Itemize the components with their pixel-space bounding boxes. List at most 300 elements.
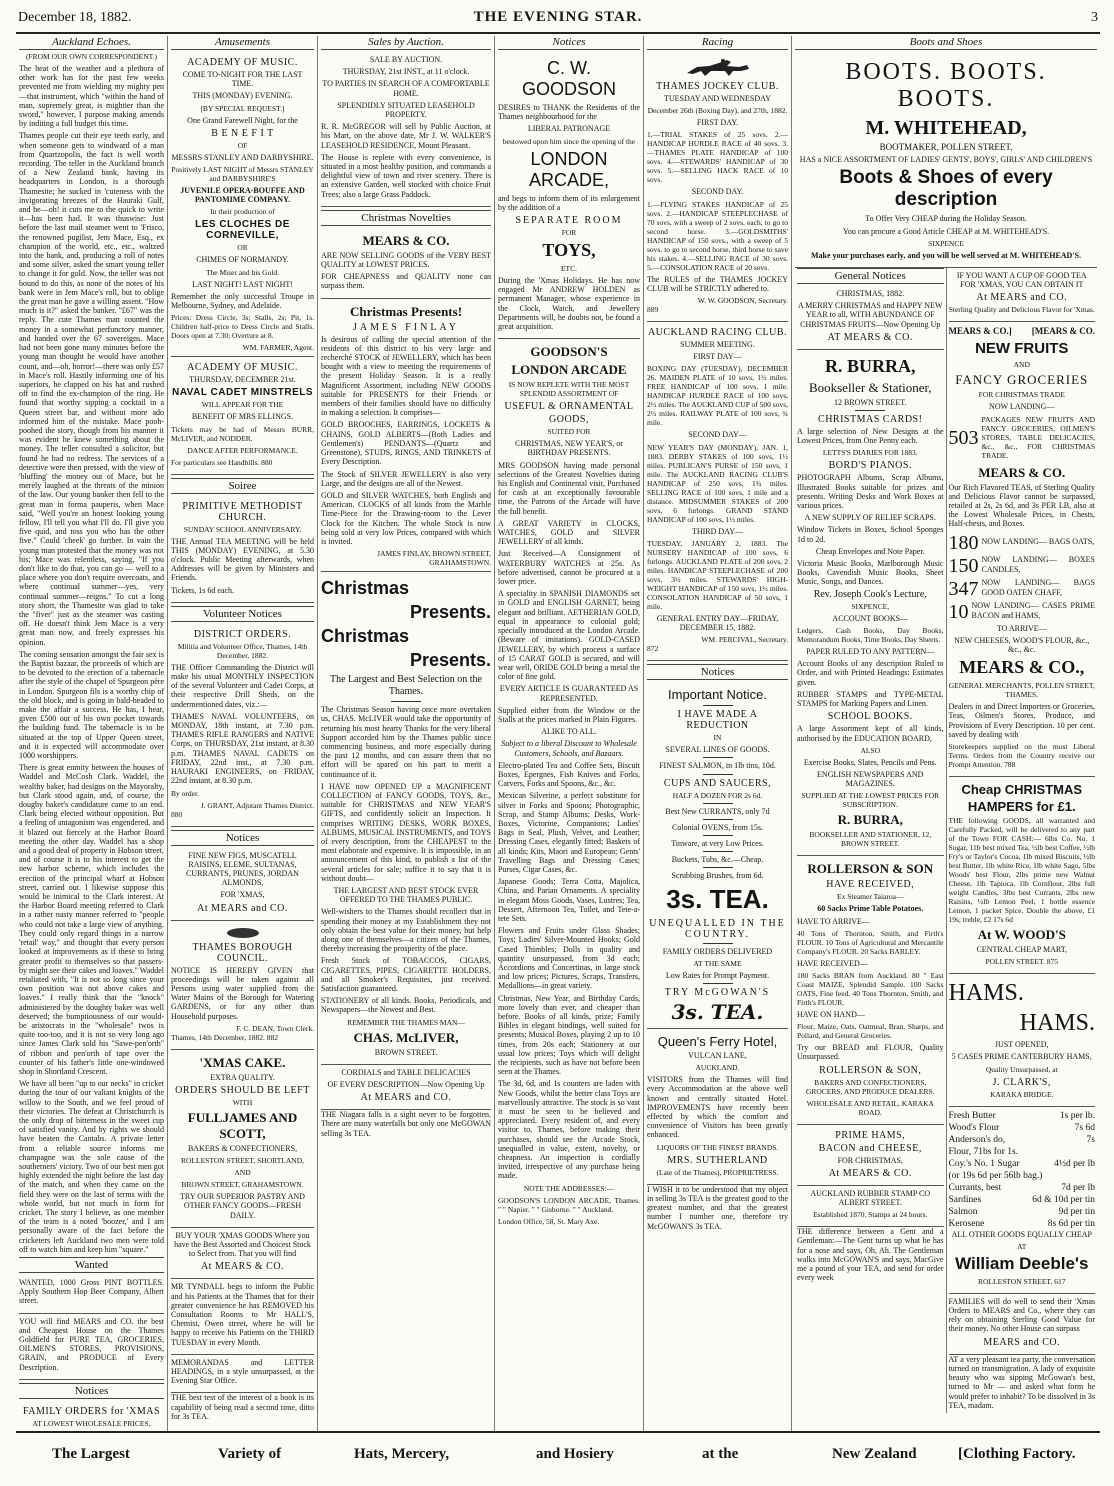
ad-line: MEARS & CO.] <box>948 326 1012 337</box>
ad-line: FOR 'XMAS, <box>220 890 265 900</box>
price-row <box>949 1194 1096 1206</box>
ad-line: HALF A DOZEN FOR 2s 6d. <box>672 790 763 800</box>
ad-wanted-bottles: WANTED, 1000 Gross PINT BOTTLES. Apply Southern Hop Beer Company, Albert street. <box>19 1278 164 1306</box>
crest-icon <box>223 926 263 940</box>
ad-advertiser: JAMES FINLAY <box>353 321 459 333</box>
ad-body: Fresh Stock of TOBACCOS, CIGARS, CIGARETTES, PIPES, CIGARETTE HOLDERS, and all Smoker's Requisites, just received. Satisfaction guaranteed. <box>321 956 491 994</box>
ad-line: LAST NIGHT! LAST NIGHT! <box>192 279 293 289</box>
ad-line: USEFUL & ORNAMENTAL <box>504 401 634 413</box>
footer-word: at the <box>702 1446 739 1462</box>
ad-line: HAS a NICE ASSORTMENT OF LADIES' GENTS', BOYS', GIRLS' AND CHILDREN'S <box>799 155 1093 165</box>
ad-line: To Offer Very CHEAP during the Holiday Season. <box>865 214 1027 224</box>
ad-line: Low Rates for Prompt Payment. <box>665 970 770 980</box>
ad-line: Tickets, 1s 6d each. <box>171 585 235 595</box>
ad-burra <box>797 350 944 856</box>
ad-line: SIXPENCE, <box>851 601 890 611</box>
page-number: 3 <box>1091 10 1098 25</box>
ad-line: BAKERS & CONFECTIONERS, <box>187 1143 298 1153</box>
ad-line: POLLEN STREET. 875 <box>985 957 1059 967</box>
price-item: Fresh Butter <box>948 1110 996 1121</box>
ad-line: London Office, 58, St. Mary Axe. <box>498 1216 600 1226</box>
article-paragraph: There is great enmity between the houses of Waddel and McCosh Clark. Waddel, the wealthy baker, had designs on the Mayoralty, but Clark stood again, and, of course, the doughy baker's candidature came to an end. Clark being elected without opposition. But a feeling of antagonism was engendered, and it blazed out fiercely at the Harbor Board meeting the other day. Waddel has a shop and a good deal of property in Hobson street, and of course it is to his interest to get the new harbor scheme, which includes the erection of the principal wharf at Hobson street, carried out. I likewise suppose this would be inimical to the Clark interest. At the Harbor Board meeting referred to Clark in a rather nasty manner referred to "people who could not take a large view of anything. They could only regard things in a narrow 'retail' way," and thought that every person looked at improvements as if these to bring greater profit to themselves so that passers-by might see their cakes and loaves." Waddel retaliated with, "It is not so long since your own position was not above cakes and loaves." I really think that the "knock" administered by the doughty baker was well deserved; the bumptiousness of our would-be aristocrats in the "wholesale" twos is quite too-too, and it is not so very long ago since James Clark sold his "Sawe-pen'orth" of ribbon and pen'orth of tape over the counter of his father's little one-windowed shop in Shortland Crescent. <box>19 763 164 1076</box>
ad-line: Prices: Dress Circle, 3s; Stalls, 2s; Pit, 1s. Children half-price to Dress Circle and Stalls. Doors open at 7.30; Overture at 8. <box>171 313 314 341</box>
ad-tyndall <box>171 1279 314 1354</box>
ad-line: Bookseller & Stationer, <box>808 379 932 395</box>
ad-line: AUCKLAND RUBBER STAMP CO ALBERT STREET. <box>810 1188 931 1207</box>
ad-advertiser: MEARS & CO. <box>978 464 1066 480</box>
ad-signature: J. GRANT, Adjutant Thames District. <box>200 800 314 810</box>
price-item: Wood's Flour <box>948 1122 1000 1133</box>
ad-body: Ledgers, Cash Books, Day Books, Memorandum Books, Time Books, Day Sheets. <box>797 626 944 645</box>
ad-line: CHRISTMAS, NEW YEAR'S, or BIRTHDAY PRESENTS. <box>515 439 623 458</box>
article-paragraph: The heat of the weather and a plethora of other work has for the past few weeks prevented me from wielding my mighty pen—that instrument, which "within the hand of man, supremely great, is mightier than the sword," however, I purpose making amends by inditing a full budget this time. <box>19 64 164 129</box>
price-list <box>949 1110 1096 1230</box>
ad-heading: Presents. <box>409 650 491 671</box>
ad-body: During the 'Xmas Holidays. He has now engaged Mr ANDREW HOLDEN as permanent Manager, whose experience in the Clock, Watch, and Jewellery Departments will, he doubts not, be found a great acquisition. <box>498 276 640 332</box>
general-notices-left <box>795 268 946 1413</box>
ad-mcgowan-wish: I WISH it to be understood that my object in selling 3s TEA is the greatest good to the greatest number, and that the greatest number I number one, therefore try McGOWAN'S 3s TEA. <box>647 1184 788 1231</box>
ad-line: MESSRS STANLEY AND DARBYSHIRE. <box>171 152 314 162</box>
ad-line: THURSDAY, 21st INST., at 11 o'clock. <box>342 67 470 77</box>
ad-mears-tea-cup <box>949 268 1096 322</box>
ad-body: A large Assortment kept of all kinds, authorised by the EDUCATION BOARD, <box>797 724 944 743</box>
footer-word: New Zealand <box>832 1446 917 1462</box>
ad-line: 5 CASES PRIME CANTERBURY HAMS, <box>951 1052 1092 1062</box>
article-paragraph: We have all been "up to our necks" in cricket during the tour of our valiant knights of the willow to the South, and we feel proud of their victories. The defeat at Christchurch is the only drop of bitterness in the sweet cup of satisfied vanity. And by rights we should have beaten the Cantabs. A private letter from a reliable source informs me champagne was the sole cause of the southerners' victory. Two of our best men got highly extended the night before the last day of the match, and when they came on the field they were on the last of terms with the whole world, but not much in form for cricket. The story I believe, as one member of the team is a noted 'boozer,' and I am personally aware of the fact before the cricketers left Auckland two men were told off to watch him and keep him "square." <box>19 1079 164 1254</box>
ad-academy-of-music <box>171 52 314 357</box>
ad-line: UNEQUALLED IN THE COUNTRY. <box>649 917 786 940</box>
racehorse-icon <box>683 57 753 79</box>
ad-primitive-methodist <box>171 496 314 603</box>
ad-wood-hampers <box>949 777 1096 974</box>
ad-line: BENEFIT OF MRS ELLINGS. <box>191 412 294 422</box>
ad-line: Sterling Quality and Delicious Flavor for 'Xmas. <box>948 305 1095 315</box>
ad-goodson <box>498 52 640 339</box>
ad-line: SEPARATE ROOM <box>515 215 623 227</box>
ad-heading: Queen's Ferry Hotel, <box>657 1034 778 1050</box>
ad-advertiser: C. W. GOODSON <box>521 58 616 99</box>
ad-advertiser: R. BURRA, <box>824 355 916 376</box>
ad-heading: TOYS, <box>542 240 596 261</box>
ad-line: FINEST SALMON, in 1lb tins, 10d. <box>659 761 776 771</box>
ad-line: PRIME HAMS, <box>835 1129 906 1141</box>
ad-deeble-prices <box>949 1107 1096 1294</box>
ad-body: STATIONERY of all kinds. Books, Periodicals, and Newspapers—the Newest and Best. <box>321 996 491 1015</box>
ad-line: AT <box>1017 1241 1027 1251</box>
ad-line: SUMMER MEETING. <box>680 340 755 350</box>
masthead <box>16 8 1100 34</box>
ad-line: ACCOUNT BOOKS— <box>832 613 909 623</box>
ad-mears-christmas <box>797 286 944 350</box>
ad-heading: THAMES BOROUGH COUNCIL. <box>192 941 293 964</box>
column-heading: Auckland Echoes. <box>19 36 164 50</box>
ad-body: Storekeepers supplied on the most Liberal Terms. Orders from the Country receive our Prompt Attention. 788 <box>948 742 1095 770</box>
ad-memoranda <box>171 1355 314 1394</box>
ad-line: Tinware, at very Low Prices. <box>671 839 764 849</box>
ad-line: JUVENILE OPERA-BOUFFE AND PANTOMIME COMPANY. <box>180 186 305 205</box>
ad-line: Quality Unsurpassed, at <box>985 1064 1058 1074</box>
ad-line: GENERAL MERCHANTS, POLLEN STREET, THAMES. <box>948 681 1095 700</box>
ad-tea-party: AT a very pleasant tea party, the conversation turned on transmigration. A lady of exquisite beauty who was sipping McGowan's best, turned to Mr — and asked what form he would prefer to inhabit? To be dissolved in 3s TEA, madam. <box>948 1354 1095 1410</box>
ad-line: 60 Sacks Prime Table Potatoes. <box>817 904 924 914</box>
ad-body: RUBBER STAMPS and TYPE-METAL STAMPS for Marking Papers and Linen. <box>797 689 944 709</box>
ad-body: MR TYNDALL begs to inform the Public and his Patients at the Thames that for their greater convenience he has REMOVED his Consultation Rooms to Mr HALL'S, Chemist, Owen street, where he will be happy to receive his Patients on the THIRD TUESDAY in every Month. <box>171 1282 314 1347</box>
newspaper-title: THE EVENING STAR. <box>473 9 643 25</box>
price-row <box>949 1182 1096 1194</box>
ad-line: IS NOW REPLETE WITH THE MOST SPLENDID ASSORTMENT OF <box>508 380 630 399</box>
ad-line: ALIKE TO ALL. <box>541 727 597 737</box>
ad-line: HAVE RECEIVED— <box>797 958 868 968</box>
ad-number: 872 <box>647 644 659 654</box>
ad-body: A speciality in SPANISH DIAMONDS set in GOLD and ENGLISH GARNET, being elegant and brilliant. AETHERIAN GOLD, equal in appearance to colonial gold; specially introduced at the London Arcade. (Beware of imitations). GOLD-CASED JEWELLERY, by which process a surface of 15 CARAT GOLD is secured, and will wear well, ORIDE GOLD being a metal the color of fine gold. <box>498 589 640 682</box>
price-item: Salmon <box>948 1206 978 1217</box>
ad-line: TRY McGOWAN'S <box>664 987 771 999</box>
footer-word: [Clothing Factory. <box>958 1446 1076 1462</box>
ad-line: EVERY ARTICLE IS GUARANTEED AS REPRESENTED. <box>499 684 639 703</box>
ad-line: FOR CHRISTMAS, <box>837 1155 903 1165</box>
ad-line: One Grand Farewell Night, for the <box>187 115 298 125</box>
ad-line: Best New CURRANTS, only 7d <box>665 806 770 816</box>
ad-body: GOLD BROOCHES, EARRINGS, LOCKETS & CHAINS, GOLD ALBERTS—(Both Ladies and Gentlemen's) PENDANTS—(Quartz and Greenstone), STUDS, RINGS, AND TRINKETS of Every Description. <box>321 420 491 467</box>
ad-heading: Christmas <box>321 626 410 647</box>
ad-advertiser: At MEARS and CO. <box>360 1092 452 1104</box>
column-boots-and-shoes <box>791 36 1100 1431</box>
price-row <box>949 1218 1096 1230</box>
ad-line: December 26th (Boxing Day), and 27th, 1882. <box>647 106 788 116</box>
ad-heading: THAMES JOCKEY CLUB. <box>656 81 779 92</box>
section-heading-volunteer: Volunteer Notices <box>171 606 314 622</box>
ad-line: OF <box>237 140 248 150</box>
ad-body: Japanese Goods; Terra Cotta, Majolica, China, and Parian Ornaments. A speciality in elegant Moss Goods, Vases, Lustres; Tea, Dessert, Afternoon Tea, Toilet, and Tete-a-tete Sets. <box>498 877 640 923</box>
footer-word: and Hosiery <box>536 1446 614 1462</box>
section-heading-general-notices: General Notices <box>797 268 944 284</box>
ad-line: Try our BREAD and FLOUR, Quality Unsurpassed. <box>797 1043 944 1062</box>
ad-thames-jockey-club <box>647 52 788 322</box>
ad-niagara: THE Niagara falls is a sight never to be forgotten. There are many waterfalls but only one McGOWAN selling 3s TEA. <box>321 1110 491 1138</box>
price-row <box>949 1146 1096 1158</box>
ad-line: GENERAL ENTRY DAY—FRIDAY, DECEMBER 15, 1882. <box>656 613 779 633</box>
ad-line: HAVE TO ARRIVE— <box>797 916 870 926</box>
ad-body: The Christmas Season having once more overtaken us, CHAS. McLIVER would take the opportunity of returning his most hearty Thanks for the very liberal Support accorded him by the Thames public since commencing business, and more especially during the past 12 months, and can assure them that no effort will be spared on his part to merit a continuance of it. <box>321 705 491 779</box>
ad-heading: LONDON ARCADE, <box>528 148 609 190</box>
ad-line: IN <box>713 733 722 743</box>
ad-line: WHOLESALE AND RETAIL, KARAKA ROAD. <box>806 1098 934 1117</box>
ad-body: A GREAT VARIETY in CLOCKS, WATCHES, GOLD and SILVER JEWELLERY of all kinds. <box>498 518 640 547</box>
ad-advertiser: ROLLERSON & SON, <box>819 1064 922 1076</box>
ad-body: FAMILIES will do well to send their 'Xmas Orders to MEARS and Co., where they can rely on obtaining Sterling Good Value for their money. No other House can surpass <box>948 1296 1095 1334</box>
ad-line: NEW CHEESES, WOOD'S FLOUR, &c., &c., &c. <box>954 635 1090 655</box>
ad-auction <box>321 52 491 207</box>
ad-signature: WM. FARMER, Agent. <box>242 343 314 353</box>
ad-heading: Cheap CHRISTMAS <box>961 782 1083 798</box>
ad-whitehead <box>795 52 1097 268</box>
column-sales-by-auction <box>317 36 494 1431</box>
ad-line: Militia and Volunteer Office, Thames, 14th December, 1882. <box>177 641 308 660</box>
ad-line: BACON and CHEESE, <box>818 1142 922 1154</box>
ad-body: THE Annual TEA MEETING will be held THIS (MONDAY) EVENING, at 5.30 o'clock. Public Meeting afterwards, when Addresses will be given by Ministers and Friends. <box>171 536 314 583</box>
ad-body: MRS GOODSON having made personal selections of the Greatest Novelties during his English and Continental visit, Purchased for cash at an exceptionally favourable time, the Patrons of the Arcade will have the full benefit. <box>498 460 640 516</box>
ad-line: AUCKLAND. <box>695 1063 740 1073</box>
ad-heading: HAMPERS for £1. <box>967 799 1076 815</box>
ad-line: SECOND DAY. <box>691 187 744 197</box>
ad-mears-hams <box>797 1125 944 1186</box>
ad-goodsons-arcade <box>498 339 640 1232</box>
ad-advertiser: MEARS & CO., <box>959 657 1085 678</box>
ad-rollerson <box>797 856 944 1124</box>
ad-line: OR <box>237 243 248 253</box>
ad-line: ORDERS SHOULD BE LEFT <box>175 1084 310 1096</box>
ad-line: LIBERAL PATRONAGE <box>527 124 611 134</box>
ad-line: BROWN STREET. <box>374 1047 438 1057</box>
ad-body: NEW YEAR'S DAY (MONDAY), JAN. 1, 1883. DERBY STAKES of 100 sovs, 1½ miles. PUBLICAN'S PURSE of 150 sovs, 1 mile. The AUCKLAND RACING CLUB'S HANDICAP of 250 sovs, 1¾ miles. SELLING RACE of 100 sovs, 1 mile and a distance. MIDSUMMER STAKES of 200 sovs, 6 furlongs. GRAND STAND HANDICAP of 100 sovs, 1½ miles. <box>647 442 788 524</box>
ad-line: Tickets may be had of Messrs BURR, McLIVER, and NODDER. <box>171 424 314 443</box>
ad-line: FOR <box>561 228 577 238</box>
ad-line: PAPER RULED TO ANY PATTERN— <box>806 647 935 657</box>
section-heading-soiree: Soiree <box>171 478 314 494</box>
ad-body: 1.—FLYING STAKES HANDICAP of 25 sovs. 2.—HANDICAP STEEPLECHASE of 70 sovs, with a sweep of 2 sovs. each, to go to second horse. 3.—GOLDSMITHS' HANDICAP of 150 sovs., with a sweep of 5 sovs. to go to second horse, third horse to save his stakes. 4.—SELLING RACE of 30 sovs. 5.—CONSOLATION RACE of 20 sovs. <box>647 199 788 272</box>
ad-mears-cordials <box>321 1065 491 1110</box>
quantity-number: 10 <box>948 600 969 623</box>
ad-advertiser: CHAS. McLIVER, <box>353 1029 459 1045</box>
ad-line: NOW LANDING— <box>989 402 1055 412</box>
ad-line: AT LOWEST WHOLESALE PRICES, <box>32 1418 151 1428</box>
ad-body: Victoria Music Books, Marlborough Music Books, Cavendish Music Books, Sheet Music, Songs, and Dances. <box>797 559 944 587</box>
ad-xmas-cake <box>171 1050 314 1228</box>
ad-body: NOTICE IS HEREBY GIVEN that proceedings will be taken against all Persons using water supplied from the Water Mains of the Borough for Watering GARDENS, or for any other than Household purposes. <box>171 965 314 1021</box>
price-row <box>949 1110 1096 1122</box>
ad-body: GOLD and SILVER WATCHES, both English and American. CLOCKS of all kinds from the Marble Time-Piece for the Drawing-room to the Lever Clock for the Kitchen. The whole Stock is now being sold at very low Prices, compared with which is invited. <box>321 490 491 546</box>
ad-body: Flour, Maize, Oats, Oatmeal, Bran, Sharps, and Pollard, and General Groceries. <box>797 1022 944 1041</box>
ad-body: Flowers and Fruits under Glass Shades; Toys; Ladies' Silver-Mounted Hooks; Gold Cased Thimbles; Dolls in quality and quantity unsurpassed, from 3d each; Accordions and Concertinas, in large stock and low prices; Pictures, Scraps, Transfers, Medallions—in great variety. <box>498 926 640 991</box>
ad-heading: BOOTS. BOOTS. BOOTS. <box>845 59 1047 112</box>
ad-line: REMEMBER THE THAMES MAN— <box>347 1017 465 1027</box>
price-value: 7s 6d <box>1074 1122 1095 1133</box>
ad-mears-families <box>949 1294 1096 1355</box>
ad-line: Subject to a liberal Discount to Wholesale Customers, Schools, and Bazaars. <box>501 739 637 758</box>
article-paragraph: The coming sensation amongst the fair sex is the Baptist bazaar, the proceeds of which are to be devoted to the erection of a tabernacle after the style of the chapel of Spurgeon père in London. Spurgeon fils is a worthy chip of the old block, and is going in bald-headed to make the affair a success. He has, I hear, given £500 out of his own pocket towards the building fund. The tabernacle is to be situated at the top of Upper Queen street, and it is expected will accommodate over 1000 worshippers. <box>19 649 164 761</box>
price-item: Anderson's do, <box>948 1134 1006 1145</box>
column-heading: Racing <box>647 36 788 50</box>
ad-borough-council <box>171 921 314 1050</box>
ad-advertiser: At MEARS & CO. <box>200 1261 285 1273</box>
ad-line: THIRD DAY— <box>691 526 744 536</box>
ad-number: 880 <box>171 809 183 819</box>
ad-line: TRY OUR SUPERIOR PASTRY AND OTHER FANCY GOODS—FRESH DAILY. <box>180 1192 305 1220</box>
ad-body: FINE NEW FIGS, MUSCATELL RAISINS, ELEME, SULTANAS, CURRANTS, PRUNES, JORDAN ALMONDS, <box>186 850 299 888</box>
ad-signature: F. C. DEAN, Town Clerk. <box>236 1023 314 1033</box>
ad-body: Window Tickets in Boxes, School Sponges 1d to 2d. <box>797 525 944 544</box>
price-row <box>949 1122 1096 1134</box>
section-heading-wanted: Wanted <box>19 1257 164 1273</box>
ad-advertiser: At W. WOOD'S <box>977 927 1066 943</box>
ad-body: FOR CHEAPNESS and QUALITY none can surpass them. <box>321 272 491 291</box>
footer-word: Hats, Mercery, <box>354 1446 450 1462</box>
ad-line: 12 BROWN STREET. <box>833 397 907 407</box>
byline: (FROM OUR OWN CORRESPONDENT.) <box>25 52 158 61</box>
ad-line: PACKAGES NEW FRUITS AND FANCY GROCERIES, OILMEN'S STORES, TABLE DELICACIES, &c., &c., FOR CHRISTMAS TRADE. <box>981 414 1095 460</box>
ad-line: BOOTMAKER, POLLEN STREET, <box>879 142 1013 152</box>
price-item: Kerosene <box>948 1218 985 1229</box>
ad-line: ALL OTHER GOODS EQUALLY CHEAP <box>951 1229 1092 1239</box>
price-value: 7s <box>1086 1134 1095 1145</box>
ad-line: The Largest and Best Selection on the Thames. <box>330 674 482 698</box>
ad-line: TUESDAY AND WEDNESDAY <box>664 94 771 103</box>
ad-body: Account Books of any description Ruled to Order, and with Printed Headings: Estimates given. <box>797 659 944 687</box>
ad-mears-tea: YOU will find MEARS and CO. the best and Cheapest House on the Thames Goldfield for PURE TEA, GROCERIES, OILMEN'S STORES, PROVISIONS, GRAIN, and PRODUCE of Every Description. <box>19 1316 164 1372</box>
ad-line: For particulars see Handbills. 880 <box>171 457 273 467</box>
quantity-number: 180 <box>948 531 979 554</box>
ad-line: HAVE ON HAND— <box>797 1009 865 1019</box>
ad-body: Is desirous of calling the special attention of the residents of this district to his very large and recherché STOCK of JEWELLERY, which has been bought with a view to meeting the requirements of the present Holiday Season. It is a really Magnificent Assortment, including NEW GOODS suitable for PRESENTS for their Friends or members of their families should have no difficulty in making a selection. It comprises— <box>321 334 491 418</box>
ad-body: and begs to inform them of its enlargement by the addition of a <box>498 193 640 212</box>
price-item: Sardines <box>948 1194 982 1205</box>
ad-mcliver <box>321 572 491 1065</box>
ad-line: Remember the only successful Troupe in Melbourne, Sydney, and Adelaide. <box>171 291 314 311</box>
ad-heading: DISTRICT ORDERS. <box>193 628 292 640</box>
ad-line: DANCE AFTER PERFORMANCE. <box>187 445 298 455</box>
section-heading-christmas-novelties: Christmas Novelties <box>321 210 491 226</box>
ad-line: EXTRA QUALITY. <box>210 1072 275 1082</box>
price-item: (or 19s 6d per 56lb bag.) <box>948 1170 1043 1181</box>
ad-line: Rev. Joseph Cook's Lecture, <box>813 588 927 600</box>
ad-body: TUESDAY, JANUARY 2, 1883. The NURSERY HANDICAP of 100 sovs, 6 furlongs. AUCKLAND PLATE of 200 sovs, 2 miles. HANDICAP STEEPLECHASE of 200 sovs, 3½ miles. STEWARDS' HIGH-WEIGHT HANDICAP of 150 sovs, 1½ miles. CONSOLATION HANDICAP of 50 sovs, 1 mile. <box>647 538 788 611</box>
ad-line: NOW LANDING— BAGS GOOD OATEN CHAFF, <box>981 578 1095 597</box>
ad-heading: FANCY GROCERIES <box>955 372 1089 388</box>
ad-line: [BY SPECIAL REQUEST.] <box>200 103 285 113</box>
ad-line: GOODSON'S LONDON ARCADE, Thames. " " Napier. " " Gisborne. " " Auckland. <box>498 1195 640 1214</box>
ad-heading: GOODSON'S <box>530 344 608 360</box>
ad-line: I HAVE MADE A REDUCTION <box>677 709 758 732</box>
ad-advertiser: ROLLERSON & SON <box>807 861 934 877</box>
section-heading-notices: Notices <box>19 1383 164 1399</box>
ad-heading: Christmas Presents! <box>349 303 463 319</box>
ad-heading: Presents. <box>409 602 491 623</box>
ad-queens-ferry-hotel <box>647 1029 788 1185</box>
ad-line: SCHOOL BOOKS. <box>827 711 913 723</box>
ad-heading: PRIMITIVE METHODIST CHURCH. <box>182 500 303 523</box>
ad-line: [MEARS & CO. <box>1031 326 1095 337</box>
ad-line: SEVERAL LINES OF GOODS. <box>665 745 770 755</box>
ad-line: CHIMES OF NORMANDY. <box>196 255 289 265</box>
ad-line: VULCAN LANE, <box>688 1051 747 1061</box>
ad-line: KARAKA BRIDGE. <box>990 1089 1054 1099</box>
ad-line: Buckets, Tubs, &c.—Cheap. <box>671 855 764 865</box>
ad-signature: WM. PERCIVAL, Secretary. <box>701 635 788 645</box>
ad-advertiser: MRS. SUTHERLAND <box>667 1154 768 1166</box>
ad-body: The House is replete with every convenience, is situated in a most healthy position, and commands a delightful view of town and river scenery. There is an extensive Garden, well stocked with choice Fruit Trees; also a large Grass Paddock. <box>321 152 491 199</box>
ad-line: bestowed upon him since the opening of the <box>502 136 636 146</box>
ad-line: BORD'S PIANOS. <box>828 460 912 472</box>
ad-body: MEMORANDAS and LETTER HEADINGS, in a style unsurpassed, at the Evening Star Office. <box>171 1357 314 1386</box>
ad-line: BAKERS AND CONFECTIONERS, GROCERS, AND PRODUCE DEALERS. <box>805 1077 935 1096</box>
ad-body: THE following GOODS, all warranted and Carefully Packed, will be delivered to any part of the Town FOR CASH:— 6lbs Co. No. 1 Sugar, 11b best mixed Tea, ½lb best Coffee, ½lb Fry's or Taylor's Cocoa, 1lb mixed Biscuits, ½lb best Butter, 1lb white Rice, 1lb white Sago, 5lbs Woods' best Flour, 2lbs prime new Walnut Cheese, 1lb Tapioca, 1lb Cornflour, 2lbs full weight Candles, 3lbs best Currants, 2lbs new Raisins, ½lb Lemon Peel, 1 bottle essence Lemon, 1 packet Spice. Double the above, £1 19s; treble, £2 17s 6d <box>948 816 1095 925</box>
ad-body: A MERRY CHRISTMAS and HAPPY NEW YEAR to all, WITH ABUNDANCE OF CHRISTMAS FRUITS—Now Opening Up <box>797 301 943 329</box>
ad-line: SUNDAY SCHOOL ANNIVERSARY. <box>183 524 302 534</box>
ad-line: NOTE THE ADDRESSES:— <box>523 1183 615 1193</box>
price-row <box>949 1206 1096 1218</box>
price-value: 7d per lb <box>1061 1182 1095 1193</box>
ad-line: In their production of <box>210 207 275 217</box>
ad-district-orders <box>171 624 314 827</box>
price-row <box>949 1158 1096 1170</box>
column-auckland-echoes <box>16 36 167 1431</box>
ad-gent-gentleman: THE difference between a Gent and a Gentleman:—The Gent turns up what he has for a nose and says, Oh, Ah. The Gentleman walks into McGOWAN'S and says, MacGive me a pound of your TEA, and send for order every week <box>797 1227 944 1283</box>
footer-word: Variety of <box>218 1446 282 1462</box>
ad-line: CHRISTMAS CARDS! <box>818 414 923 426</box>
section-heading-notices: Notices <box>171 830 314 846</box>
column-racing <box>643 36 791 1431</box>
ad-auckland-racing-club <box>647 322 788 661</box>
quantity-number: 347 <box>948 577 979 600</box>
ad-body: The Stock of SILVER JEWELLERY is also very Large, and the designs are all of the Newest. <box>321 469 491 488</box>
ad-line: WILL APPEAR FOR THE <box>201 400 284 410</box>
ad-line: TO PARTIES IN SEARCH OF A COMFORTABLE HOME. <box>322 79 490 98</box>
ad-line: (Late of the Thames), PROPRIETRESS. <box>656 1167 779 1177</box>
ad-line: LIQUORS OF THE FINEST BRANDS. <box>656 1142 779 1152</box>
ad-body: Supplied either from the Window or the Stalls at the prices marked in Plain Figures. <box>498 705 640 724</box>
ad-line: SUITED FOR <box>547 427 591 437</box>
ad-heading: CORDIALS and TABLE DELICACIES <box>341 1067 471 1077</box>
ad-heading: Important Notice. <box>668 687 767 703</box>
ad-line: You can procure a Good Article CHEAP at M. WHITEHEAD'S. <box>842 226 1050 236</box>
ad-heading: ACADEMY OF MUSIC. <box>187 362 298 374</box>
ad-line: NOW LANDING— BAGS OATS, <box>981 537 1095 547</box>
ad-mears-figs <box>171 848 314 921</box>
ad-clark-hams <box>949 974 1096 1106</box>
ad-line: NOW LANDING— CASES PRIME BACON and HAMS, <box>971 601 1095 620</box>
ad-body: 180 Sacks BRAN from Auckland. 80 " East Coast MAIZE, Splendid Sample. 100 Sacks OATS, Fine feed. 40 Tons Thornton, Smith, and Firth's FLOUR. <box>797 970 944 1007</box>
ad-line: JUST OPENED, <box>994 1040 1049 1050</box>
ad-line: ALSO <box>860 745 881 755</box>
ad-advertiser: FULLJAMES AND SCOTT, <box>187 1109 298 1141</box>
ad-heading: SALE BY AUCTION. <box>369 55 443 64</box>
column-heading: Amusements <box>171 36 314 50</box>
ad-line: COME TO-NIGHT FOR THE LAST TIME. <box>182 70 303 89</box>
column-heading: Boots and Shoes <box>795 36 1097 50</box>
ad-line: FAMILY ORDERS DELIVERED <box>662 946 773 956</box>
ad-rubber-stamp <box>797 1186 944 1227</box>
ad-advertiser: At MEARS & CO. <box>828 1167 912 1179</box>
ad-body: The RULES of the THAMES JOCKEY CLUB will be STRICTLY adhered to. <box>647 274 788 293</box>
ad-heading: NEW FRUITS <box>975 340 1069 358</box>
price-row <box>949 1134 1096 1146</box>
ad-body: THE Officer Commanding the District will make his usual MONTHLY INSPECTION of the several Volunteer and Cadet Corps, at their respective Drill Sheds, on the undermentioned dates, viz.:— <box>171 662 314 709</box>
issue-date: December 18, 1882. <box>18 10 132 25</box>
ad-line: Colonial OVENS, from 15s. <box>672 822 763 832</box>
price-value: 9d per tin <box>1058 1206 1095 1217</box>
price-item: Coy.'s No. 1 Sugar <box>948 1158 1020 1169</box>
ad-line: LES CLOCHES DE CORNEVILLE, <box>195 219 290 242</box>
ad-body: R. R. McGREGOR will sell by Public Auction, at his Mart, on the above date, Mr J. W. WALKER'S LEASEHOLD RESIDENCE, Mount Pleasant. <box>321 122 491 150</box>
price-value: 8s 6d per tin <box>1047 1218 1095 1229</box>
ad-heading: FAMILY ORDERS for 'XMAS <box>22 1405 161 1417</box>
price-value: 1s per lb. <box>1059 1110 1095 1121</box>
ad-mears-xmas-goods <box>171 1228 314 1280</box>
ad-advertiser: AT MEARS & CO. <box>827 331 913 343</box>
ad-heading: Boots & Shoes of every description <box>839 167 1053 211</box>
ad-body: Mexican Silverine, a perfect substitute for silver in Forks and Spoons; Photographic, Scrap, and Stamp Albums; Desks, Work-Boxes, Victorine, Companions; Ladies' Bags in Seal, Plush, Velvet, and Leather; Dressing Cases, elegantly fitted; Baskets of all kinds; Kits, Maori and European; Gents' Travelling Bags and Dressing Cases; Purses, Cigar Cases, &c. <box>498 791 640 874</box>
ad-body: I HAVE now OPENED UP a MAGNIFICENT COLLECTION of FANCY GOODS, TOYS, &c., suitable for CHRISTMAS and NEW YEAR'S GIFTS, and confidently solicit an Inspection. It comprises WRITING DESKS, WORK BOXES, ALBUMS, MUSICAL INSTRUMENTS, and TOYS of every description, from the CHEAPEST to the most elaborate and expensive. It is impossible, in an announcement of this kind, to publish a list of the several articles for sale; suffice it to say that it is without doubt— <box>321 781 491 883</box>
ad-advertiser: William Deeble's <box>955 1253 1089 1273</box>
column-amusements <box>167 36 317 1431</box>
ad-line: THURSDAY, DECEMBER 21st. <box>189 375 296 385</box>
quantity-number: 150 <box>948 554 979 577</box>
ad-line: By order. <box>171 788 199 798</box>
ad-line: CENTRAL CHEAP MART, <box>976 945 1068 955</box>
ad-heading: AUCKLAND RACING CLUB. <box>647 327 788 339</box>
ad-body: DESIRES to THANK the Residents of the Thames neighbourhood for the <box>498 103 640 122</box>
ad-heading: CHRISTMAS, 1882. <box>836 289 905 299</box>
